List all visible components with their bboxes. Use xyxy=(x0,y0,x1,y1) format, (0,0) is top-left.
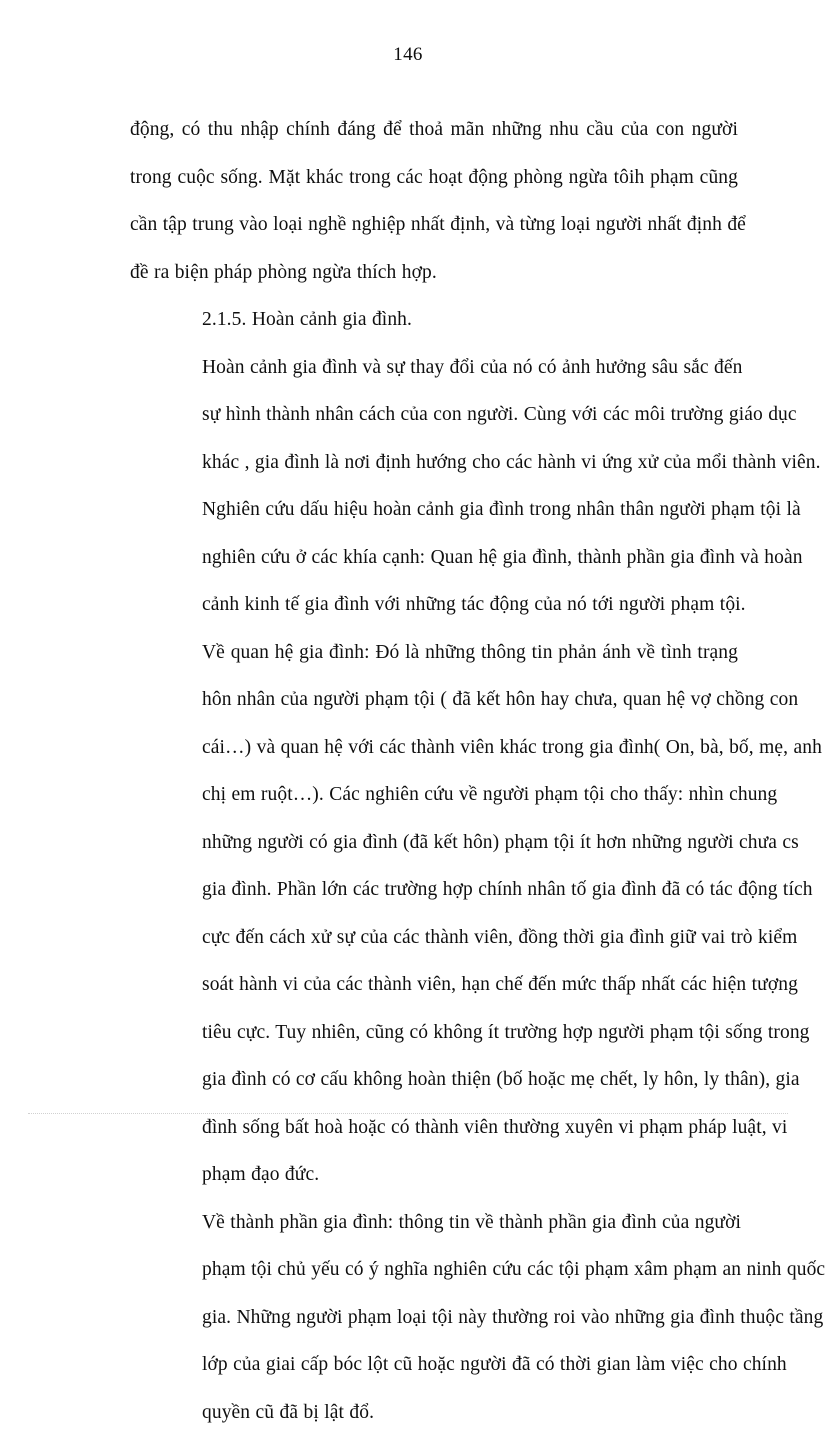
text-line: gia. Những người phạm loại tội này thường roi vào những gia đình thuộc tầng xyxy=(130,1294,738,1342)
text-line: chị em ruột…). Các nghiên cứu về người phạm tội cho thấy: nhìn chung xyxy=(130,771,738,819)
text-line: phạm đạo đức. xyxy=(130,1151,738,1199)
text-line: soát hành vi của các thành viên, hạn chế đến mức thấp nhất các hiện tượng xyxy=(130,961,738,1009)
section-heading xyxy=(130,296,738,344)
page-bottom-rule xyxy=(28,1113,788,1115)
paragraph-family-circumstances xyxy=(130,344,738,629)
text-line: cần tập trung vào loại nghề nghiệp nhất định, và từng loại người nhất định để xyxy=(130,201,738,249)
text-line: những người có gia đình (đã kết hôn) phạm tội ít hơn những người chưa cs xyxy=(130,819,738,867)
section-heading-text: 2.1.5. Hoàn cảnh gia đình. xyxy=(130,296,738,344)
text-line: khác , gia đình là nơi định hướng cho các hành vi ứng xử của mổi thành viên. xyxy=(130,439,738,487)
text-line: cực đến cách xử sự của các thành viên, đồng thời gia đình giữ vai trò kiểm xyxy=(130,914,738,962)
text-line: nghiên cứu ở các khía cạnh: Quan hệ gia đình, thành phần gia đình và hoàn xyxy=(130,534,738,582)
text-line: lớp của giai cấp bóc lột cũ hoặc người đã có thời gian làm việc cho chính xyxy=(130,1341,738,1389)
page-number: 146 xyxy=(0,44,816,66)
paragraph-continuation xyxy=(130,106,738,296)
text-line: Về thành phần gia đình: thông tin về thành phần gia đình của người xyxy=(130,1199,738,1247)
text-line: quyền cũ đã bị lật đổ. xyxy=(130,1389,738,1436)
text-line: trong cuộc sống. Mặt khác trong các hoạt động phòng ngừa tôih phạm cũng xyxy=(130,154,738,202)
text-line: cảnh kinh tế gia đình với những tác động của nó tới người phạm tội. xyxy=(130,581,738,629)
text-line: đình sống bất hoà hoặc có thành viên thường xuyên vi phạm pháp luật, vi xyxy=(130,1104,738,1152)
text-line: gia đình có cơ cấu không hoàn thiện (bố hoặc mẹ chết, ly hôn, ly thân), gia xyxy=(130,1056,738,1104)
text-line: gia đình. Phần lớn các trường hợp chính nhân tố gia đình đã có tác động tích xyxy=(130,866,738,914)
text-line: cái…) và quan hệ với các thành viên khác trong gia đình( On, bà, bố, mẹ, anh xyxy=(130,724,738,772)
text-line: hôn nhân của người phạm tội ( đã kết hôn hay chưa, quan hệ vợ chồng con xyxy=(130,676,738,724)
text-line: tiêu cực. Tuy nhiên, cũng có không ít trường hợp người phạm tội sống trong xyxy=(130,1009,738,1057)
paragraph-family-composition xyxy=(130,1199,738,1436)
page-body xyxy=(130,106,738,1436)
text-line: động, có thu nhập chính đáng để thoả mãn những nhu cầu của con người xyxy=(130,106,738,154)
text-line: Nghiên cứu dấu hiệu hoàn cảnh gia đình trong nhân thân người phạm tội là xyxy=(130,486,738,534)
text-line: đề ra biện pháp phòng ngừa thích hợp. xyxy=(130,249,738,297)
text-line: Về quan hệ gia đình: Đó là những thông tin phản ánh về tình trạng xyxy=(130,629,738,677)
text-line: Hoàn cảnh gia đình và sự thay đổi của nó có ảnh hưởng sâu sắc đến xyxy=(130,344,738,392)
text-line: phạm tội chủ yếu có ý nghĩa nghiên cứu các tội phạm xâm phạm an ninh quốc xyxy=(130,1246,738,1294)
text-line: sự hình thành nhân cách của con người. Cùng với các môi trường giáo dục xyxy=(130,391,738,439)
